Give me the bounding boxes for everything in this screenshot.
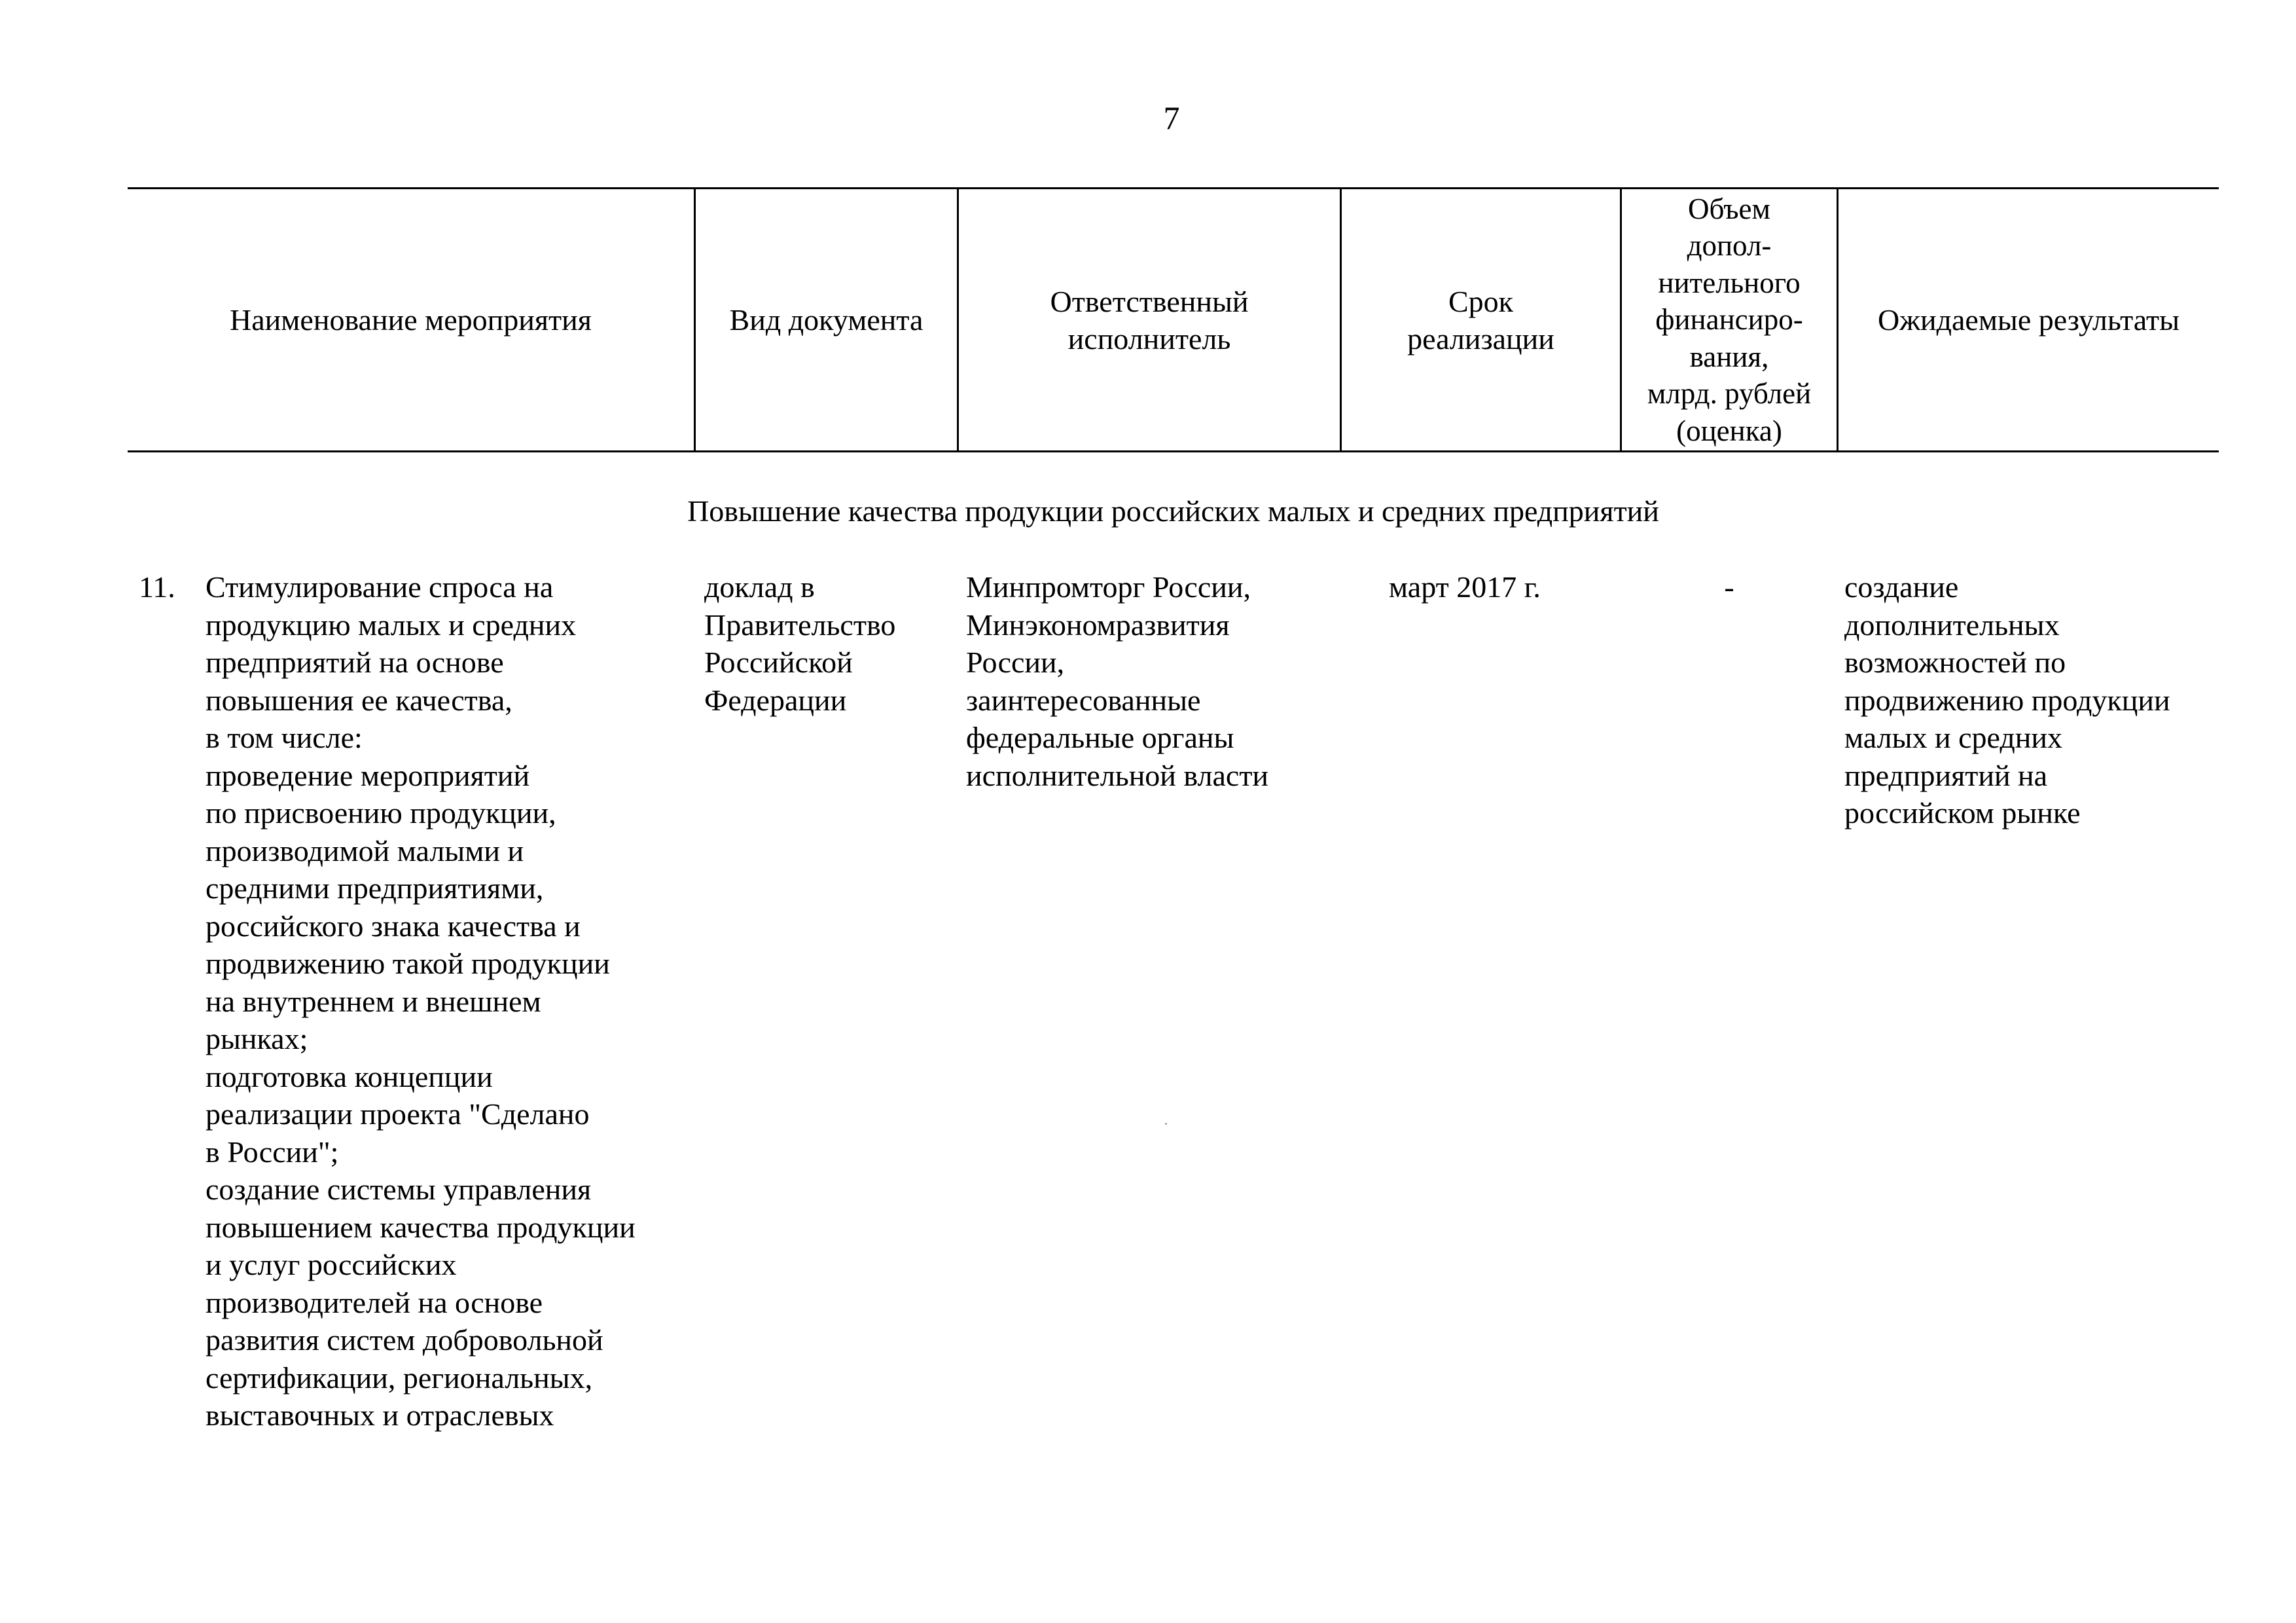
header-responsible: Ответственный исполнитель bbox=[1050, 284, 1249, 356]
header-name: Наименование мероприятия bbox=[230, 303, 592, 337]
row-responsible: Минпромторг России, Минэкономразвития России, заинтересованные федеральные органы исполнительной власти bbox=[966, 570, 1269, 792]
row-number: 11. bbox=[139, 570, 175, 604]
row-doc-type: доклад в Правительство Российской Федерации bbox=[704, 570, 896, 717]
table-header-bottom-rule bbox=[128, 450, 2219, 452]
header-results: Ожидаемые результаты bbox=[1877, 303, 2180, 337]
scan-speck bbox=[1165, 1123, 1167, 1125]
row-name: Стимулирование спроса на продукцию малых и средних предприятий на основе повышения ее качества, в том числе: проведение мероприятий по присвоению продукции, производимой малыми и средними предприятиями, российского знака качества и продвижению такой продукции на внутреннем и внешнем рынках; подготовка концепции реализации проекта "Сделано в России"; создание системы управления повышением качества продукции и услуг российских производителей на основе развития систем добровольной сертификации, региональных, выставочных и отраслевых bbox=[206, 570, 636, 1432]
section-title: Повышение качества продукции российских малых и средних предприятий bbox=[687, 494, 1659, 528]
header-funding: Объем допол- нительного финансиро- вания, млрд. рублей (оценка) bbox=[1647, 192, 1812, 447]
row-funding: - bbox=[1724, 570, 1734, 604]
row-results: создание дополнительных возможностей по продвижению продукции малых и средних предприятий на российском рынке bbox=[1844, 570, 2170, 830]
header-doc-type: Вид документа bbox=[729, 303, 924, 337]
header-deadline: Срок реализации bbox=[1407, 284, 1554, 356]
row-deadline: март 2017 г. bbox=[1389, 570, 1541, 604]
page-number: 7 bbox=[1163, 100, 1180, 136]
